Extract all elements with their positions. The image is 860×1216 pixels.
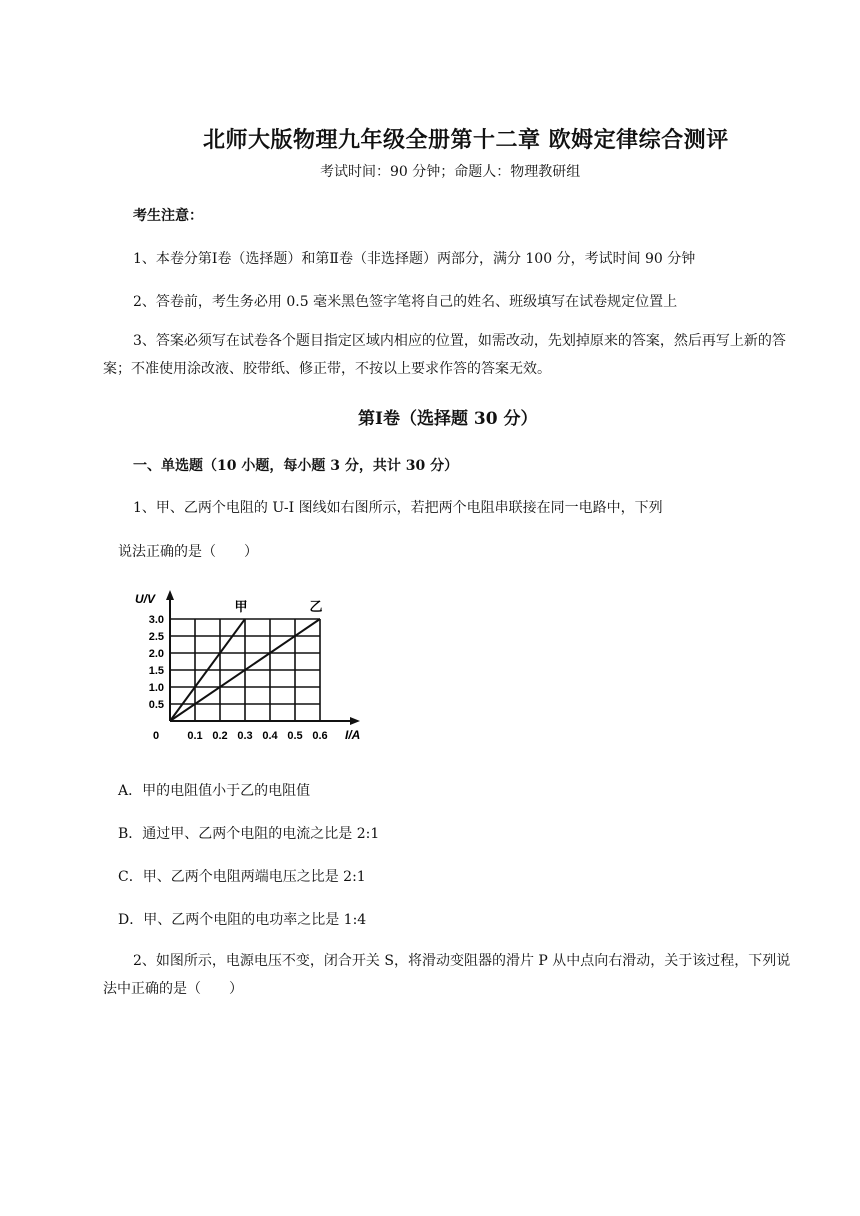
y-tick-label-3: 1.5: [148, 665, 164, 677]
x-axis-arrow: [350, 717, 360, 725]
option-c[interactable]: C．甲、乙两个电阻两端电压之比是 2:1: [118, 869, 366, 885]
question-2-stem: 2、如图所示，电源电压不变，闭合开关 S，将滑动变阻器的滑片 P 从中点向右滑动，关于该过程，下列说法中正确的是（ ）: [103, 953, 791, 997]
question-1-stem-line2: 说法正确的是（ ）: [118, 544, 258, 560]
part-heading: 一、单选题（10 小题，每小题 3 分，共计 30 分）: [133, 458, 459, 474]
y-tick-label-1: 0.5: [148, 699, 164, 711]
x-tick-label-4: 0.4: [262, 730, 278, 742]
y-tick-label-4: 2.0: [148, 648, 164, 660]
notice-heading: 考生注意：: [133, 208, 203, 224]
x-tick-label-5: 0.5: [287, 730, 303, 742]
x-tick-label-3: 0.3: [237, 730, 253, 742]
section-title: 第Ⅰ卷（选择题 30 分）: [358, 409, 538, 429]
y-tick-label-5: 2.5: [148, 631, 164, 643]
option-b[interactable]: B．通过甲、乙两个电阻的电流之比是 2:1: [118, 826, 380, 842]
y-axis-arrow: [166, 590, 174, 600]
origin-label: 0: [152, 730, 160, 742]
x-tick-label-2: 0.2: [212, 730, 228, 742]
y-axis-label: U/V: [135, 592, 156, 606]
option-d[interactable]: D．甲、乙两个电阻的电功率之比是 1:4: [118, 912, 367, 928]
notice-item-3: 3、答案必须写在试卷各个题目指定区域内相应的位置，如需改动，先划掉原来的答案，然后再写上新的答案；不准使用涂改液、胶带纸、修正带，不按以上要求作答的答案无效。: [103, 333, 786, 377]
notice-item-1: 1、本卷分第Ⅰ卷（选择题）和第Ⅱ卷（非选择题）两部分，满分 100 分，考试时间 90 分钟: [133, 251, 696, 267]
page-title: 北师大版物理九年级全册第十二章 欧姆定律综合测评: [203, 127, 729, 153]
option-a[interactable]: A．甲的电阻值小于乙的电阻值: [118, 783, 311, 799]
series-label-1: 甲: [234, 599, 248, 614]
x-tick-label-1: 0.1: [187, 730, 203, 742]
notice-item-2: 2、答卷前，考生务必用 0.5 毫米黑色签字笔将自己的姓名、班级填写在试卷规定位置上: [133, 294, 678, 310]
x-axis-label: I/A: [345, 728, 361, 742]
y-tick-label-2: 1.0: [148, 682, 164, 694]
x-tick-label-6: 0.6: [312, 730, 328, 742]
series-label-2: 乙: [309, 599, 323, 614]
question-1-stem-line1: 1、甲、乙两个电阻的 U-I 图线如右图所示，若把两个电阻串联接在同一电路中，下列: [133, 500, 663, 516]
exam-info: 考试时间：90 分钟；命题人：物理教研组: [320, 164, 581, 180]
y-tick-label-6: 3.0: [148, 614, 164, 626]
u-i-chart: [125, 585, 375, 750]
